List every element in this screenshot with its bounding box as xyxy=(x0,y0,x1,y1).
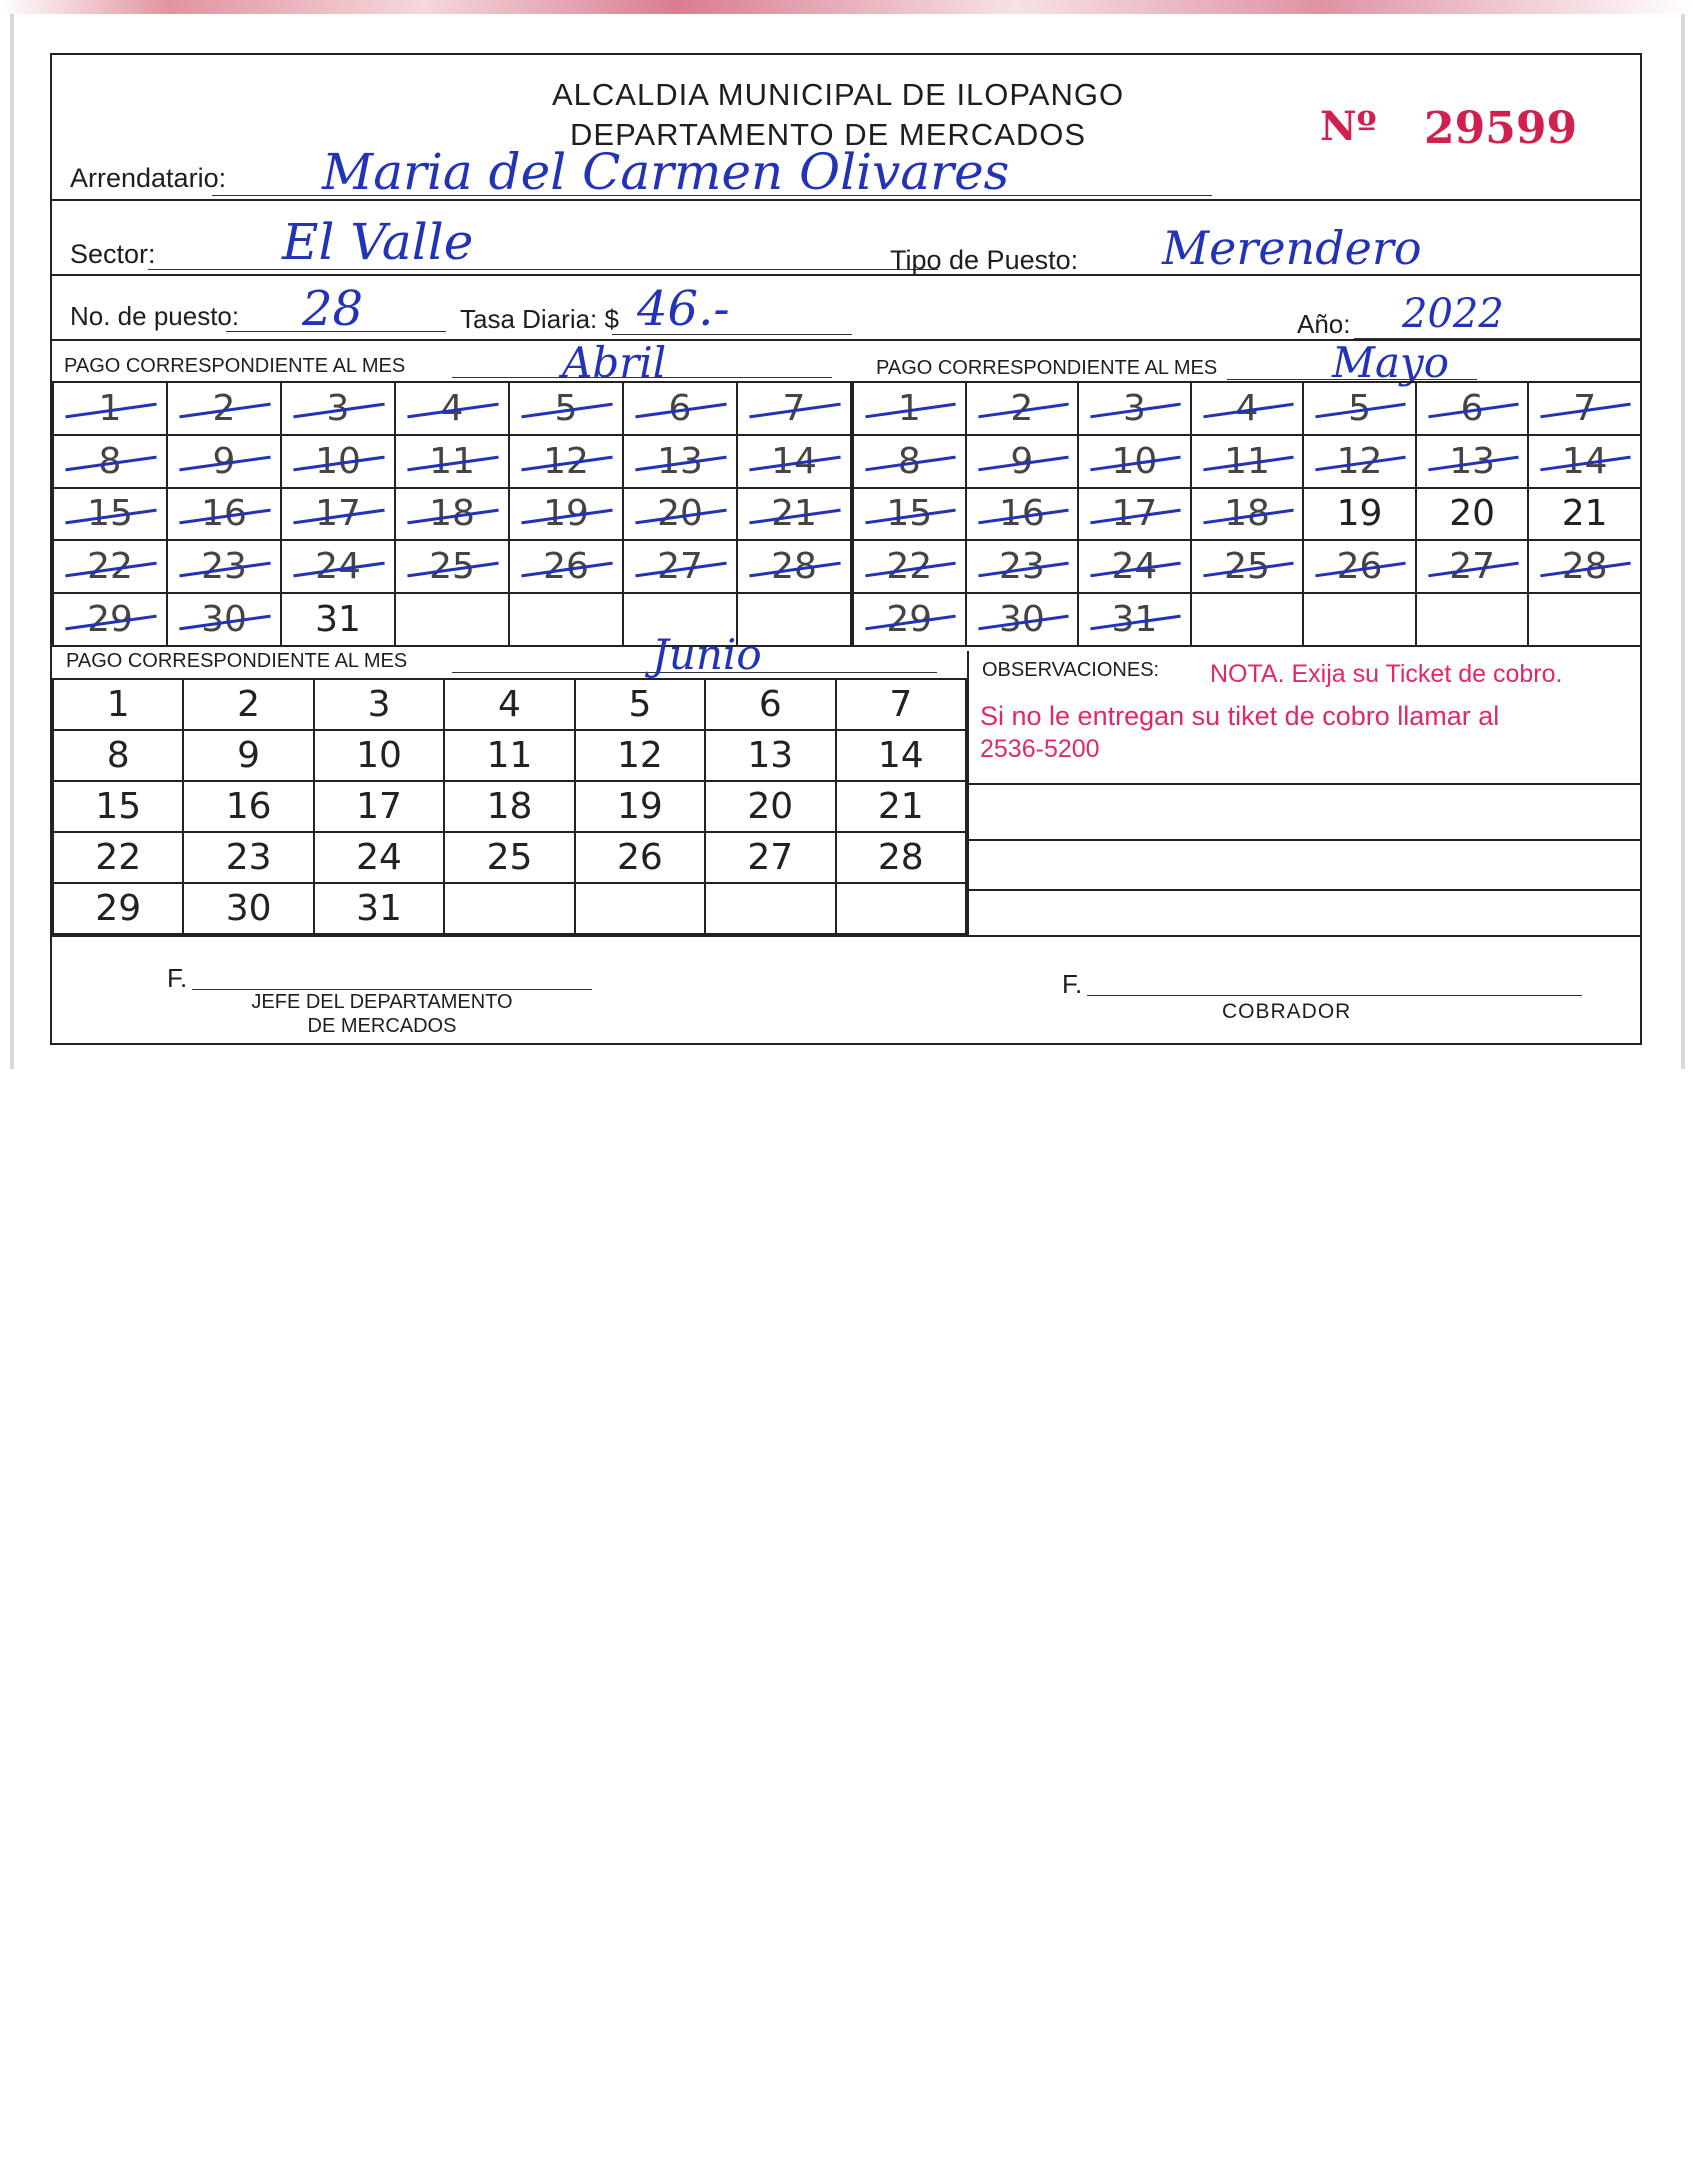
day-number: 21 xyxy=(1561,493,1608,535)
sector-label: Sector: xyxy=(70,239,156,269)
scan-edge-left xyxy=(10,14,14,1069)
calendar-row xyxy=(53,488,851,541)
calendar-mayo xyxy=(852,381,1642,647)
day-number: 27 xyxy=(1449,546,1495,588)
day-number: 24 xyxy=(356,837,402,878)
signature-label-left: JEFE DEL DEPARTAMENTO DE MERCADOS xyxy=(251,991,513,1037)
day-cell-paid xyxy=(1528,435,1641,488)
calendar-row xyxy=(53,832,966,883)
calendar-row xyxy=(53,883,966,934)
day-number: 6 xyxy=(758,684,782,725)
day-number: 3 xyxy=(1122,387,1146,429)
day-number: 9 xyxy=(237,735,261,776)
day-cell-paid xyxy=(966,488,1079,541)
month-value-1: Abril xyxy=(562,338,667,387)
day-number: 2 xyxy=(237,684,261,725)
day-number: 30 xyxy=(998,599,1045,641)
day-number: 20 xyxy=(747,786,794,827)
day-number: 10 xyxy=(356,735,402,776)
day-cell-paid xyxy=(1303,540,1416,593)
day-number: 26 xyxy=(1336,546,1383,588)
day-number: 29 xyxy=(886,599,933,641)
calendar-row xyxy=(53,435,851,488)
calendar-row xyxy=(53,730,966,781)
day-number: 7 xyxy=(782,387,806,429)
day-cell-paid xyxy=(853,540,966,593)
day-number: 23 xyxy=(201,546,247,588)
day-cell-paid xyxy=(1078,435,1191,488)
day-number: 19 xyxy=(1336,493,1383,535)
day-cell xyxy=(1303,488,1416,541)
day-number: 5 xyxy=(1348,387,1371,429)
observaciones-divider xyxy=(967,651,969,935)
day-number: 20 xyxy=(1449,493,1495,535)
day-cell xyxy=(444,730,574,781)
day-number: 31 xyxy=(356,888,402,929)
row-divider xyxy=(52,274,1640,276)
puesto-label: No. de puesto: xyxy=(70,301,240,331)
tasa-label: Tasa Diaria: $ xyxy=(460,304,619,334)
arrendatario-value: Maria del Carmen Olivares xyxy=(322,143,1010,201)
sector-underline xyxy=(148,269,938,270)
department-title: DEPARTAMENTO DE MERCADOS xyxy=(570,117,1087,152)
top-edge-smear xyxy=(0,0,1693,14)
empty-cell xyxy=(395,593,509,646)
day-cell-paid xyxy=(853,488,966,541)
day-number: 25 xyxy=(429,546,475,588)
signature-prefix-left: F. xyxy=(167,963,188,993)
number-label: Nº xyxy=(1320,103,1377,150)
day-cell-paid xyxy=(966,382,1079,435)
day-cell-paid xyxy=(53,435,167,488)
day-cell-paid xyxy=(623,435,737,488)
day-number: 21 xyxy=(771,493,817,535)
day-cell xyxy=(836,781,966,832)
day-cell-paid xyxy=(1416,435,1529,488)
day-cell xyxy=(314,781,444,832)
day-number: 5 xyxy=(554,387,578,429)
day-number: 16 xyxy=(225,786,272,827)
empty-cell xyxy=(705,883,835,934)
signature-line-right xyxy=(1087,995,1582,996)
signature-prefix-right: F. xyxy=(1062,969,1083,999)
empty-cell xyxy=(444,883,574,934)
day-cell xyxy=(183,832,313,883)
day-number: 6 xyxy=(1460,387,1484,429)
day-number: 14 xyxy=(877,735,924,776)
day-number: 24 xyxy=(1111,546,1158,588)
empty-cell xyxy=(836,883,966,934)
arrendatario-label: Arrendatario: xyxy=(70,163,227,193)
day-cell-paid xyxy=(737,488,851,541)
day-number: 11 xyxy=(429,440,475,482)
day-number: 20 xyxy=(657,493,703,535)
day-cell xyxy=(705,781,835,832)
day-number: 12 xyxy=(1336,440,1383,482)
observaciones-phone: 2536-5200 xyxy=(980,735,1100,763)
day-number: 7 xyxy=(889,684,913,725)
day-number: 14 xyxy=(771,440,817,482)
day-cell-paid xyxy=(737,435,851,488)
day-number: 17 xyxy=(356,786,402,827)
day-cell xyxy=(575,679,705,730)
day-number: 8 xyxy=(106,735,130,776)
day-number: 8 xyxy=(98,440,122,482)
calendar-row xyxy=(853,540,1641,593)
day-cell-paid xyxy=(623,382,737,435)
day-number: 13 xyxy=(657,440,703,482)
scan-edge-right xyxy=(1681,14,1685,1069)
day-cell-paid xyxy=(167,382,281,435)
day-number: 1 xyxy=(98,387,122,429)
day-number: 18 xyxy=(486,786,533,827)
anio-label: Año: xyxy=(1297,309,1351,339)
day-cell-paid xyxy=(1078,540,1191,593)
day-cell xyxy=(281,593,395,646)
day-number: 30 xyxy=(201,599,247,641)
day-cell xyxy=(183,679,313,730)
day-cell xyxy=(314,730,444,781)
day-number: 3 xyxy=(367,684,391,725)
calendar-row xyxy=(853,382,1641,435)
day-cell xyxy=(575,832,705,883)
day-number: 24 xyxy=(315,546,361,588)
day-cell-paid xyxy=(1528,382,1641,435)
day-cell-paid xyxy=(167,435,281,488)
day-number: 19 xyxy=(616,786,663,827)
empty-cell xyxy=(575,883,705,934)
day-number: 19 xyxy=(543,493,589,535)
day-cell-paid xyxy=(167,593,281,646)
day-cell-paid xyxy=(737,540,851,593)
signature-label-right: COBRADOR xyxy=(1222,1000,1352,1023)
day-cell-paid xyxy=(1528,540,1641,593)
empty-cell xyxy=(1528,593,1641,646)
day-number: 15 xyxy=(95,786,142,827)
day-number: 2 xyxy=(1010,387,1034,429)
day-cell xyxy=(705,730,835,781)
day-number: 13 xyxy=(747,735,794,776)
day-cell xyxy=(836,679,966,730)
day-cell xyxy=(444,679,574,730)
day-number: 29 xyxy=(95,888,142,929)
observaciones-line xyxy=(967,839,1640,841)
observaciones-line xyxy=(967,783,1640,785)
day-cell-paid xyxy=(395,382,509,435)
day-cell-paid xyxy=(853,382,966,435)
day-cell xyxy=(444,781,574,832)
day-number: 12 xyxy=(543,440,589,482)
day-cell-paid xyxy=(509,540,623,593)
day-number: 11 xyxy=(1224,440,1270,482)
month-value-2: Mayo xyxy=(1332,338,1450,387)
day-number: 22 xyxy=(95,837,142,878)
day-cell xyxy=(836,730,966,781)
empty-cell xyxy=(1191,593,1304,646)
day-number: 26 xyxy=(543,546,589,588)
day-number: 22 xyxy=(87,546,133,588)
day-number: 27 xyxy=(747,837,794,878)
day-cell xyxy=(183,883,313,934)
tipo-puesto-label: Tipo de Puesto: xyxy=(890,245,1079,275)
day-number: 17 xyxy=(315,493,361,535)
day-cell xyxy=(836,832,966,883)
day-number: 1 xyxy=(897,387,921,429)
day-cell-paid xyxy=(509,382,623,435)
day-number: 10 xyxy=(1111,440,1158,482)
day-number: 31 xyxy=(315,599,361,641)
day-cell-paid xyxy=(623,540,737,593)
month-label-2: PAGO CORRESPONDIENTE AL MES xyxy=(876,357,1218,379)
day-cell-paid xyxy=(1191,435,1304,488)
day-number: 9 xyxy=(1010,440,1034,482)
tasa-value: 46.- xyxy=(637,281,730,337)
day-cell-paid xyxy=(53,488,167,541)
observaciones-line xyxy=(967,889,1640,891)
day-number: 4 xyxy=(440,387,464,429)
day-cell-paid xyxy=(167,488,281,541)
day-number: 28 xyxy=(771,546,817,588)
day-cell-paid xyxy=(53,593,167,646)
day-cell-paid xyxy=(853,435,966,488)
day-cell-paid xyxy=(395,540,509,593)
day-cell xyxy=(575,730,705,781)
day-cell-paid xyxy=(966,435,1079,488)
day-number: 15 xyxy=(886,493,933,535)
day-cell xyxy=(314,832,444,883)
day-number: 11 xyxy=(486,735,533,776)
day-number: 2 xyxy=(212,387,236,429)
calendar-row xyxy=(53,382,851,435)
calendar-row xyxy=(53,540,851,593)
month-value-3: Junio xyxy=(652,630,762,679)
day-number: 6 xyxy=(668,387,692,429)
day-cell-paid xyxy=(737,382,851,435)
row-divider xyxy=(52,199,1640,201)
card-number: 29599 xyxy=(1424,103,1578,154)
day-number: 16 xyxy=(201,493,247,535)
day-cell xyxy=(183,730,313,781)
day-cell xyxy=(183,781,313,832)
day-number: 3 xyxy=(326,387,350,429)
day-cell-paid xyxy=(281,540,395,593)
day-cell-paid xyxy=(395,488,509,541)
day-cell-paid xyxy=(395,435,509,488)
day-number: 7 xyxy=(1573,387,1597,429)
day-number: 18 xyxy=(1224,493,1270,535)
day-number: 4 xyxy=(498,684,521,725)
calendar-abril xyxy=(52,381,852,647)
day-cell-paid xyxy=(281,435,395,488)
day-cell-paid xyxy=(966,540,1079,593)
day-cell-paid xyxy=(1303,435,1416,488)
day-number: 28 xyxy=(1561,546,1608,588)
day-number: 17 xyxy=(1111,493,1158,535)
day-number: 12 xyxy=(616,735,663,776)
day-number: 21 xyxy=(877,786,924,827)
anio-value: 2022 xyxy=(1402,291,1504,337)
month-label-3: PAGO CORRESPONDIENTE AL MES xyxy=(66,650,408,672)
puesto-value: 28 xyxy=(302,281,364,337)
day-cell-paid xyxy=(281,382,395,435)
day-number: 1 xyxy=(106,684,130,725)
day-cell-paid xyxy=(1191,382,1304,435)
day-cell-paid xyxy=(1303,382,1416,435)
day-cell xyxy=(575,781,705,832)
day-number: 26 xyxy=(616,837,663,878)
day-number: 9 xyxy=(212,440,236,482)
day-number: 27 xyxy=(657,546,703,588)
calendar-junio xyxy=(52,678,967,935)
day-number: 25 xyxy=(486,837,533,878)
calendar-row xyxy=(853,435,1641,488)
observaciones-label: OBSERVACIONES: xyxy=(982,659,1160,681)
day-number: 13 xyxy=(1449,440,1495,482)
municipality-title: ALCALDIA MUNICIPAL DE ILOPANGO xyxy=(552,77,1125,112)
day-number: 23 xyxy=(998,546,1045,588)
day-cell-paid xyxy=(53,382,167,435)
month-label-1: PAGO CORRESPONDIENTE AL MES xyxy=(64,355,406,377)
day-number: 25 xyxy=(1224,546,1270,588)
day-cell xyxy=(444,832,574,883)
sector-value: El Valle xyxy=(282,213,474,271)
day-number: 18 xyxy=(429,493,475,535)
day-number: 8 xyxy=(897,440,921,482)
day-cell xyxy=(705,679,835,730)
day-cell-paid xyxy=(1078,488,1191,541)
day-cell xyxy=(53,730,183,781)
day-number: 31 xyxy=(1111,599,1158,641)
day-number: 23 xyxy=(225,837,272,878)
payment-card xyxy=(50,53,1642,1045)
day-cell-paid xyxy=(1078,382,1191,435)
day-cell-paid xyxy=(167,540,281,593)
day-number: 16 xyxy=(998,493,1045,535)
day-cell xyxy=(314,679,444,730)
day-cell xyxy=(53,883,183,934)
calendar-row xyxy=(53,781,966,832)
day-number: 29 xyxy=(87,599,133,641)
day-cell xyxy=(705,832,835,883)
day-cell xyxy=(53,832,183,883)
observaciones-line1: Si no le entregan su tiket de cobro llamar al xyxy=(980,701,1500,731)
day-cell-paid xyxy=(1191,488,1304,541)
tipo-puesto-value: Merendero xyxy=(1162,221,1422,275)
day-number: 14 xyxy=(1561,440,1608,482)
nota-text: NOTA. Exija su Ticket de cobro. xyxy=(1210,660,1563,688)
day-cell-paid xyxy=(509,435,623,488)
calendar-row xyxy=(53,679,966,730)
calendar-row xyxy=(853,488,1641,541)
day-number: 28 xyxy=(877,837,924,878)
day-cell-paid xyxy=(853,593,966,646)
empty-cell xyxy=(1416,593,1529,646)
day-number: 4 xyxy=(1235,387,1259,429)
day-cell xyxy=(1416,488,1529,541)
day-cell-paid xyxy=(509,488,623,541)
day-number: 10 xyxy=(315,440,361,482)
day-cell-paid xyxy=(1191,540,1304,593)
day-cell-paid xyxy=(623,488,737,541)
day-number: 22 xyxy=(886,546,933,588)
day-number: 5 xyxy=(628,684,652,725)
row-divider xyxy=(52,935,1640,937)
day-cell-paid xyxy=(281,488,395,541)
day-cell-paid xyxy=(966,593,1079,646)
day-cell-paid xyxy=(1416,540,1529,593)
day-cell xyxy=(1528,488,1641,541)
day-cell xyxy=(53,679,183,730)
day-cell-paid xyxy=(53,540,167,593)
day-cell-paid xyxy=(1078,593,1191,646)
empty-cell xyxy=(1303,593,1416,646)
day-number: 30 xyxy=(225,888,272,929)
calendar-row xyxy=(853,593,1641,646)
day-number: 15 xyxy=(87,493,133,535)
empty-cell xyxy=(509,593,623,646)
day-cell-paid xyxy=(1416,382,1529,435)
day-cell xyxy=(314,883,444,934)
day-cell xyxy=(53,781,183,832)
